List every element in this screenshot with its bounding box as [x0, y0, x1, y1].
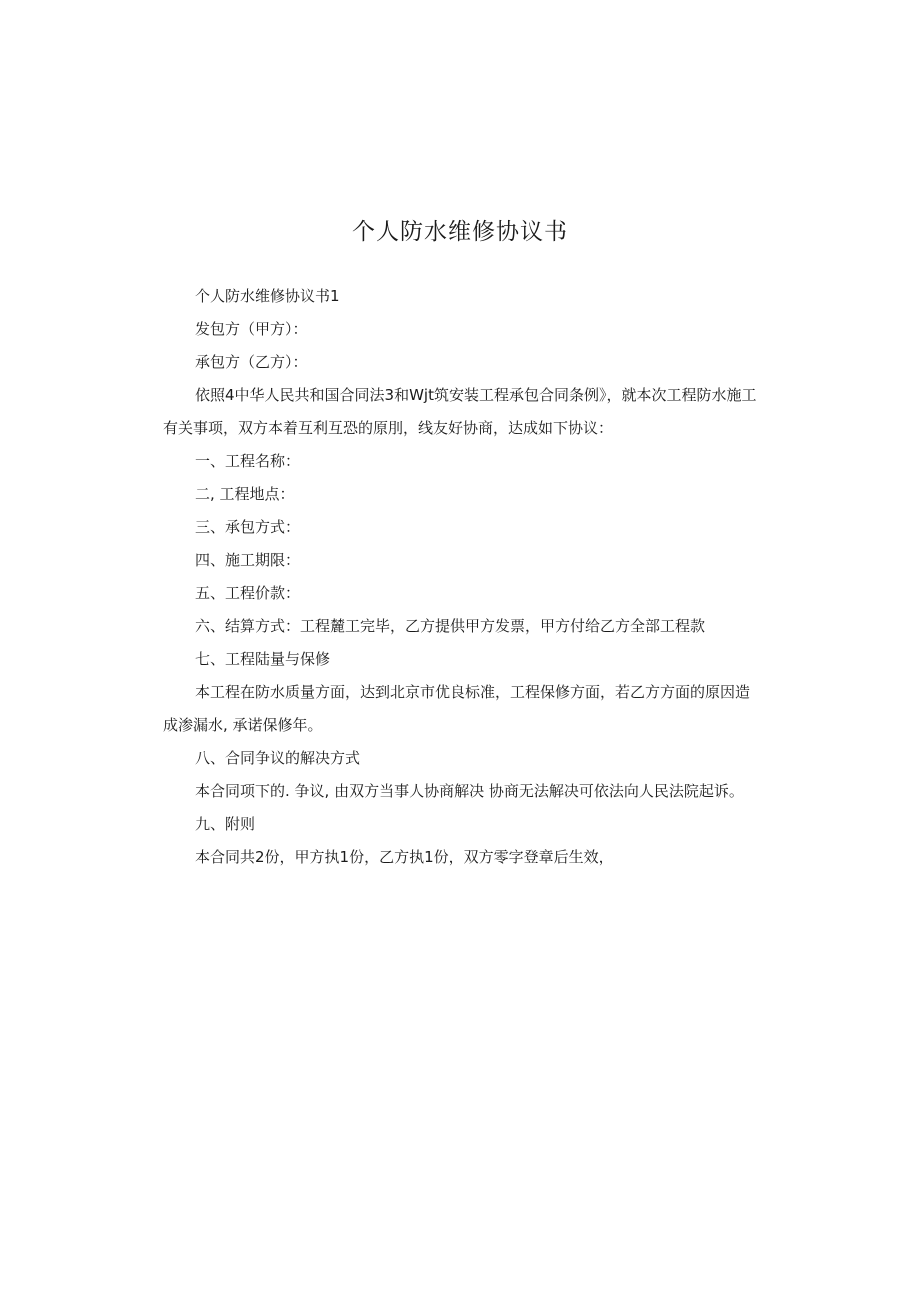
- paragraph-preamble: 依照4中华人民共和国合同法3和Wjt筑安装工程承包合同条例》，就本次工程防水施工有关事项，双方本着互利互恐的原刖，线友好协商，达成如下协议：: [163, 386, 757, 437]
- paragraph-party-a: 发包方（甲方）：: [195, 320, 308, 338]
- paragraph-dispute-heading: 八、合同争议的解决方式: [195, 749, 361, 767]
- paragraph-quality-heading: 七、工程陆量与保修: [195, 650, 331, 668]
- paragraph-party-b: 承包方（乙方）：: [195, 353, 308, 371]
- paragraph-quality-body: 本工程在防水质量方面，达到北京市优良标准，工程保修方面，若乙方方面的原因造成渗漏水, 承诺保修年。: [163, 683, 751, 734]
- paragraph-project-price: 五、工程价款：: [195, 584, 301, 602]
- paragraph-settlement: 六、结算方式：工程麓工完毕，乙方提供甲方发票，甲方付给乙方全部工程款: [195, 617, 706, 635]
- paragraph-project-location: 二, 工程地点：: [195, 485, 295, 503]
- paragraph-appendix-heading: 九、附则: [195, 815, 256, 833]
- document-title: 个人防水维修协议书: [352, 219, 568, 245]
- paragraph-construction-period: 四、施工期限：: [195, 551, 301, 569]
- paragraph-dispute-body: 本合同项下的. 争议, 由双方当事人协商解决 协商无法解决可依法向人民法院起诉。: [195, 782, 744, 800]
- paragraph-project-name: 一、工程名称：: [195, 452, 301, 470]
- paragraph-contract-method: 三、承包方式：: [195, 518, 301, 536]
- paragraph-heading: 个人防水维修协议书1: [195, 287, 340, 305]
- document-body: [163, 280, 763, 874]
- paragraph-appendix-body: 本合同共2份，甲方执1份，乙方执1份，双方零字登章后生效，: [195, 848, 614, 866]
